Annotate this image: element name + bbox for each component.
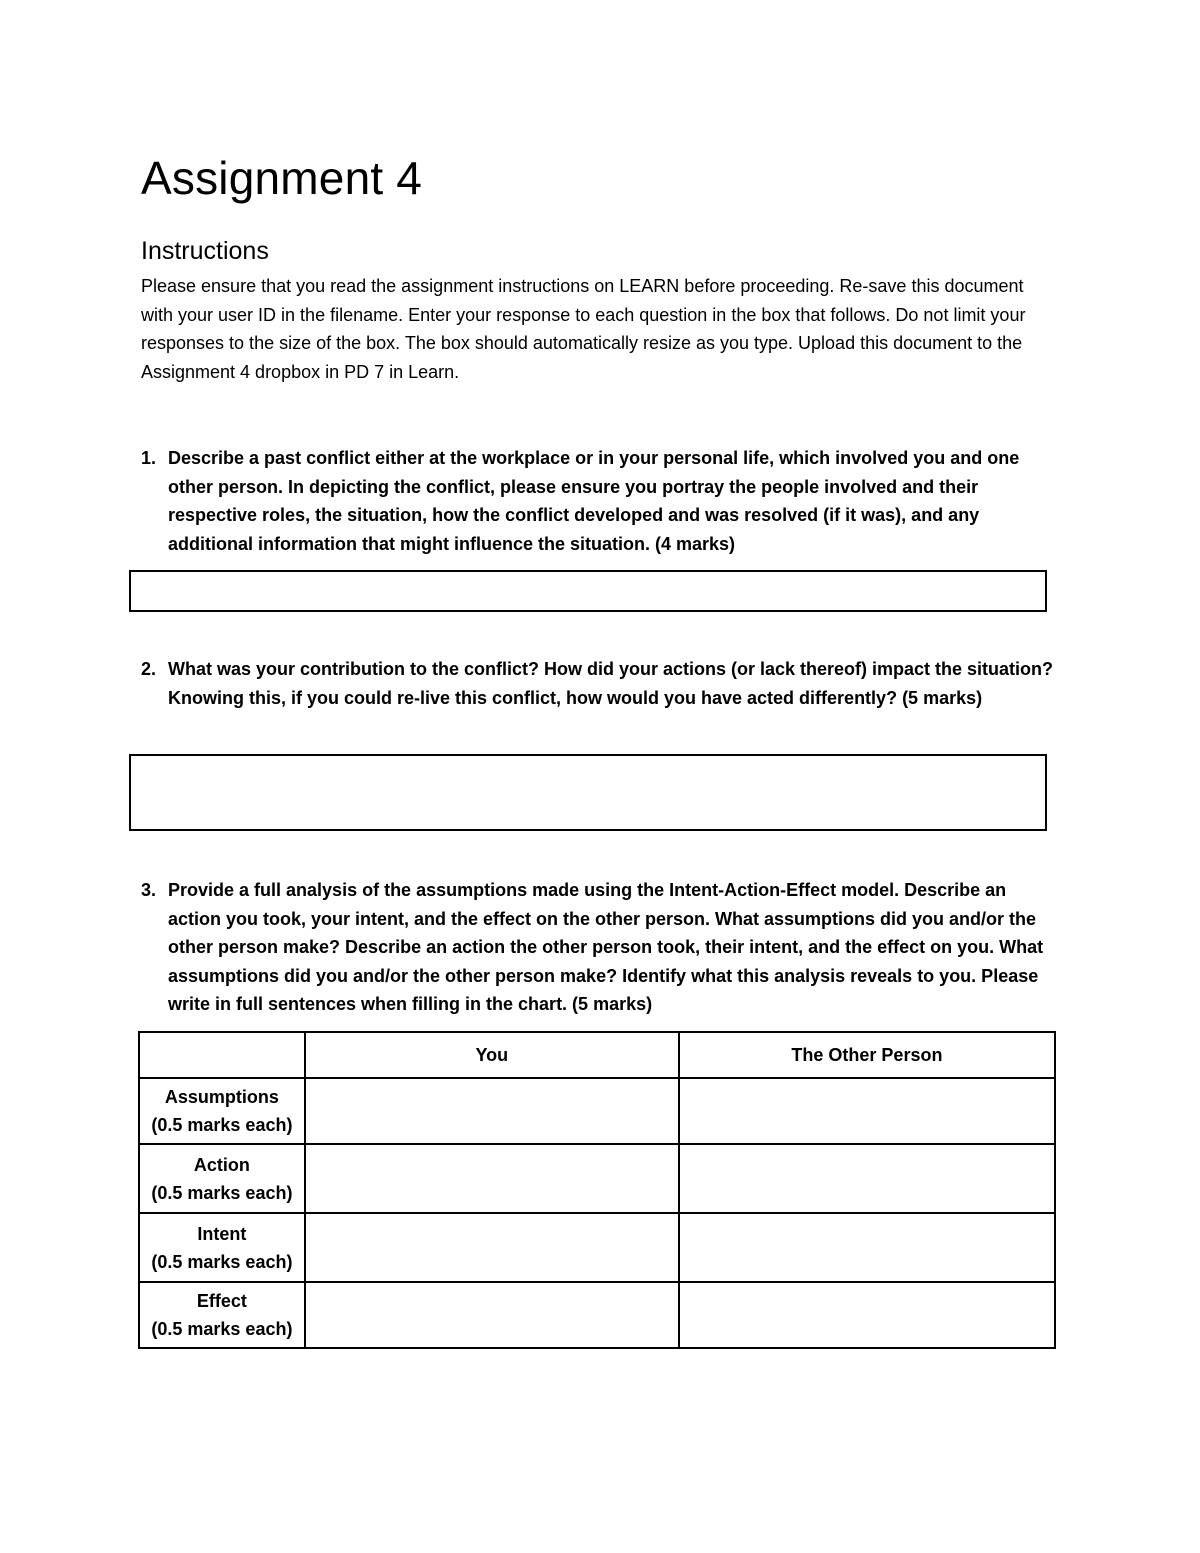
answer-box-2[interactable] [129,754,1047,831]
row-label: Assumptions [164,1087,279,1107]
cell-intent-you[interactable] [305,1213,679,1282]
row-label-intent [139,1213,305,1282]
row-marks: (0.5 marks each) [151,1182,293,1203]
row-label: Effect [196,1291,247,1311]
question-number: 2. [141,659,157,679]
table-row [139,1078,1055,1144]
cell-action-other[interactable] [679,1144,1055,1213]
question-1 [141,444,1061,558]
cell-action-you[interactable] [305,1144,679,1213]
intent-action-effect-table [138,1031,1056,1349]
cell-assumptions-other[interactable] [679,1078,1055,1144]
table-header-you: You [305,1032,679,1078]
instructions-heading: Instructions [141,237,269,265]
question-text: What was your contribution to the conflict? How did your actions (or lack thereof) impact the situation? Knowing this, if you could re-live this conflict, how would you have acted differently? (5 marks) [168,659,1054,708]
question-3 [141,876,1061,1019]
row-marks: (0.5 marks each) [151,1319,293,1339]
row-label: Intent [197,1223,247,1244]
table-header-row [139,1032,1055,1078]
question-text: Provide a full analysis of the assumptions made using the Intent-Action-Effect model. Describe an action you took, your intent, and the effect on the other person. What assumptions did you and/or the other person make? Describe an action the other person took, their intent, and the effect on you. What assumptions did you and/or the other person make? Identify what this analysis reveals to you. Please write in full sentences when filling in the chart. (5 marks) [168,880,1044,1014]
row-label: Action [193,1154,250,1175]
instructions-text: Please ensure that you read the assignment instructions on LEARN before proceeding. Re-save this document with your user ID in the filename. Enter your response to each question in the box that follows. Do not limit your responses to the size of the box. The box should automatically resize as you type. Upload this document to the Assignment 4 dropbox in PD 7 in Learn. [141,276,1026,382]
table-header-other-person: The Other Person [679,1032,1055,1078]
question-2 [141,655,1061,712]
question-text: Describe a past conflict either at the workplace or in your personal life, which involved you and one other person. In depicting the conflict, please ensure you portray the people involved and their respective roles, the situation, how the conflict developed and was resolved (if it was), and any additional information that might influence the situation. (4 marks) [168,448,1020,554]
question-number: 3. [141,880,157,900]
row-label-assumptions [139,1078,305,1144]
table-row [139,1213,1055,1282]
cell-effect-you[interactable] [305,1282,679,1348]
page-title: Assignment 4 [141,152,423,204]
cell-intent-other[interactable] [679,1213,1055,1282]
table-row [139,1282,1055,1348]
cell-effect-other[interactable] [679,1282,1055,1348]
question-number: 1. [141,448,157,468]
row-label-action [139,1144,305,1213]
table-row [139,1144,1055,1213]
row-label-effect [139,1282,305,1348]
answer-box-1[interactable] [129,570,1047,612]
cell-assumptions-you[interactable] [305,1078,679,1144]
table-header-blank [139,1032,305,1078]
row-marks: (0.5 marks each) [151,1115,293,1135]
row-marks: (0.5 marks each) [151,1251,293,1272]
